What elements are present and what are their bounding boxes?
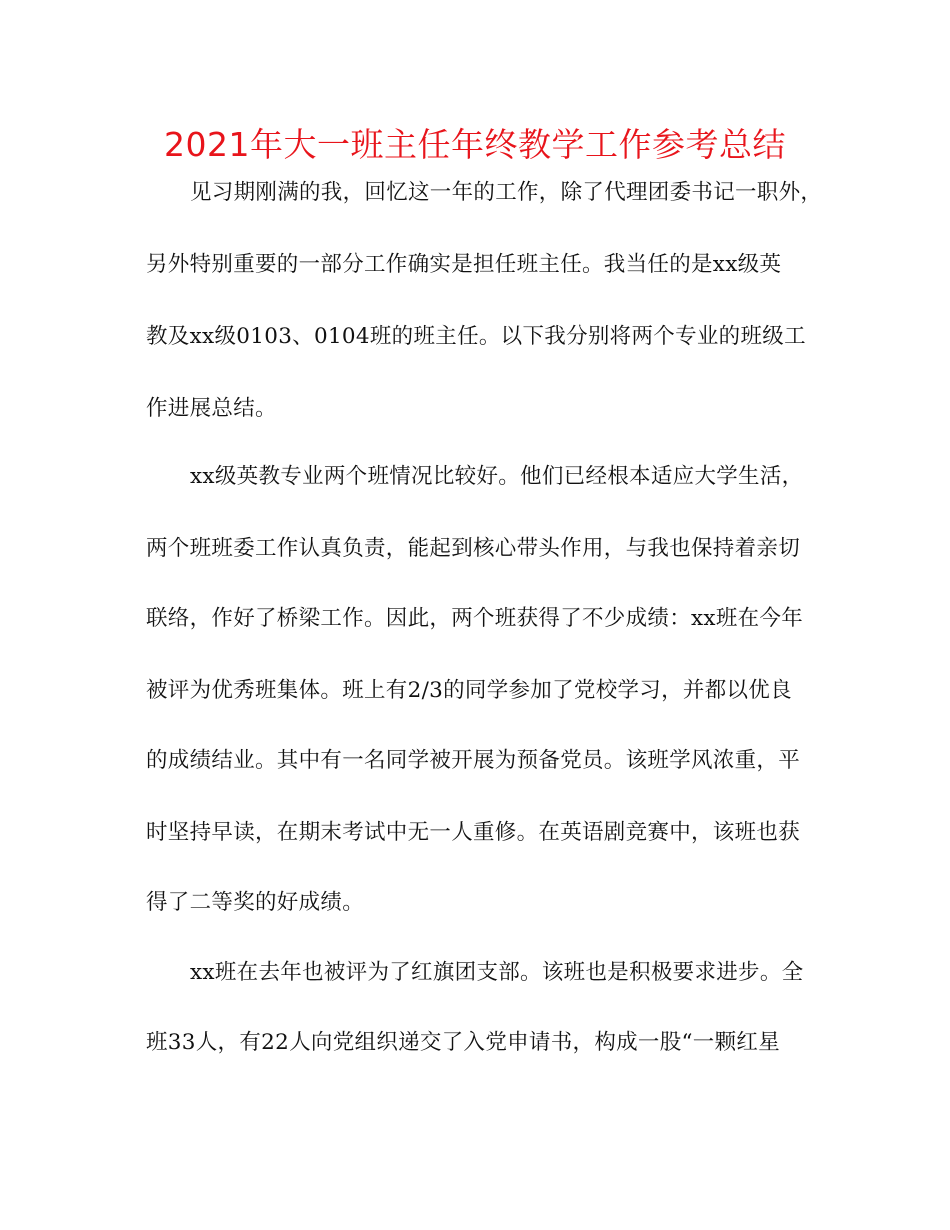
body-line: 教及xx级0103、0104班的班主任。以下我分别将两个专业的班级工 xyxy=(146,324,806,349)
body-line: 得了二等奖的好成绩。 xyxy=(146,890,365,915)
body-line: 见习期刚满的我，回忆这一年的工作，除了代理团委书记一职外， xyxy=(190,180,823,205)
body-line: 的成绩结业。其中有一名同学被开展为预备党员。该班学风浓重，平 xyxy=(146,748,801,773)
body-line: 时坚持早读，在期末考试中无一人重修。在英语剧竞赛中，该班也获 xyxy=(146,820,801,845)
body-line: 被评为优秀班集体。班上有2/3的同学参加了党校学习，并都以优良 xyxy=(146,678,792,703)
document-title: 2021年大一班主任年终教学工作参考总结 xyxy=(164,125,786,164)
body-line: xx级英教专业两个班情况比较好。他们已经根本适应大学生活， xyxy=(190,464,804,489)
body-line: 作进展总结。 xyxy=(146,396,277,421)
body-line: 另外特别重要的一部分工作确实是担任班主任。我当任的是xx级英 xyxy=(146,252,782,277)
body-line: 两个班班委工作认真负责，能起到核心带头作用，与我也保持着亲切 xyxy=(146,536,801,561)
body-line: 班33人，有22人向党组织递交了入党申请书，构成一股“一颗红星 xyxy=(146,1030,781,1055)
body-line: xx班在去年也被评为了红旗团支部。该班也是积极要求进步。全 xyxy=(190,960,804,985)
body-line: 联络，作好了桥梁工作。因此，两个班获得了不少成绩：xx班在今年 xyxy=(146,606,804,631)
